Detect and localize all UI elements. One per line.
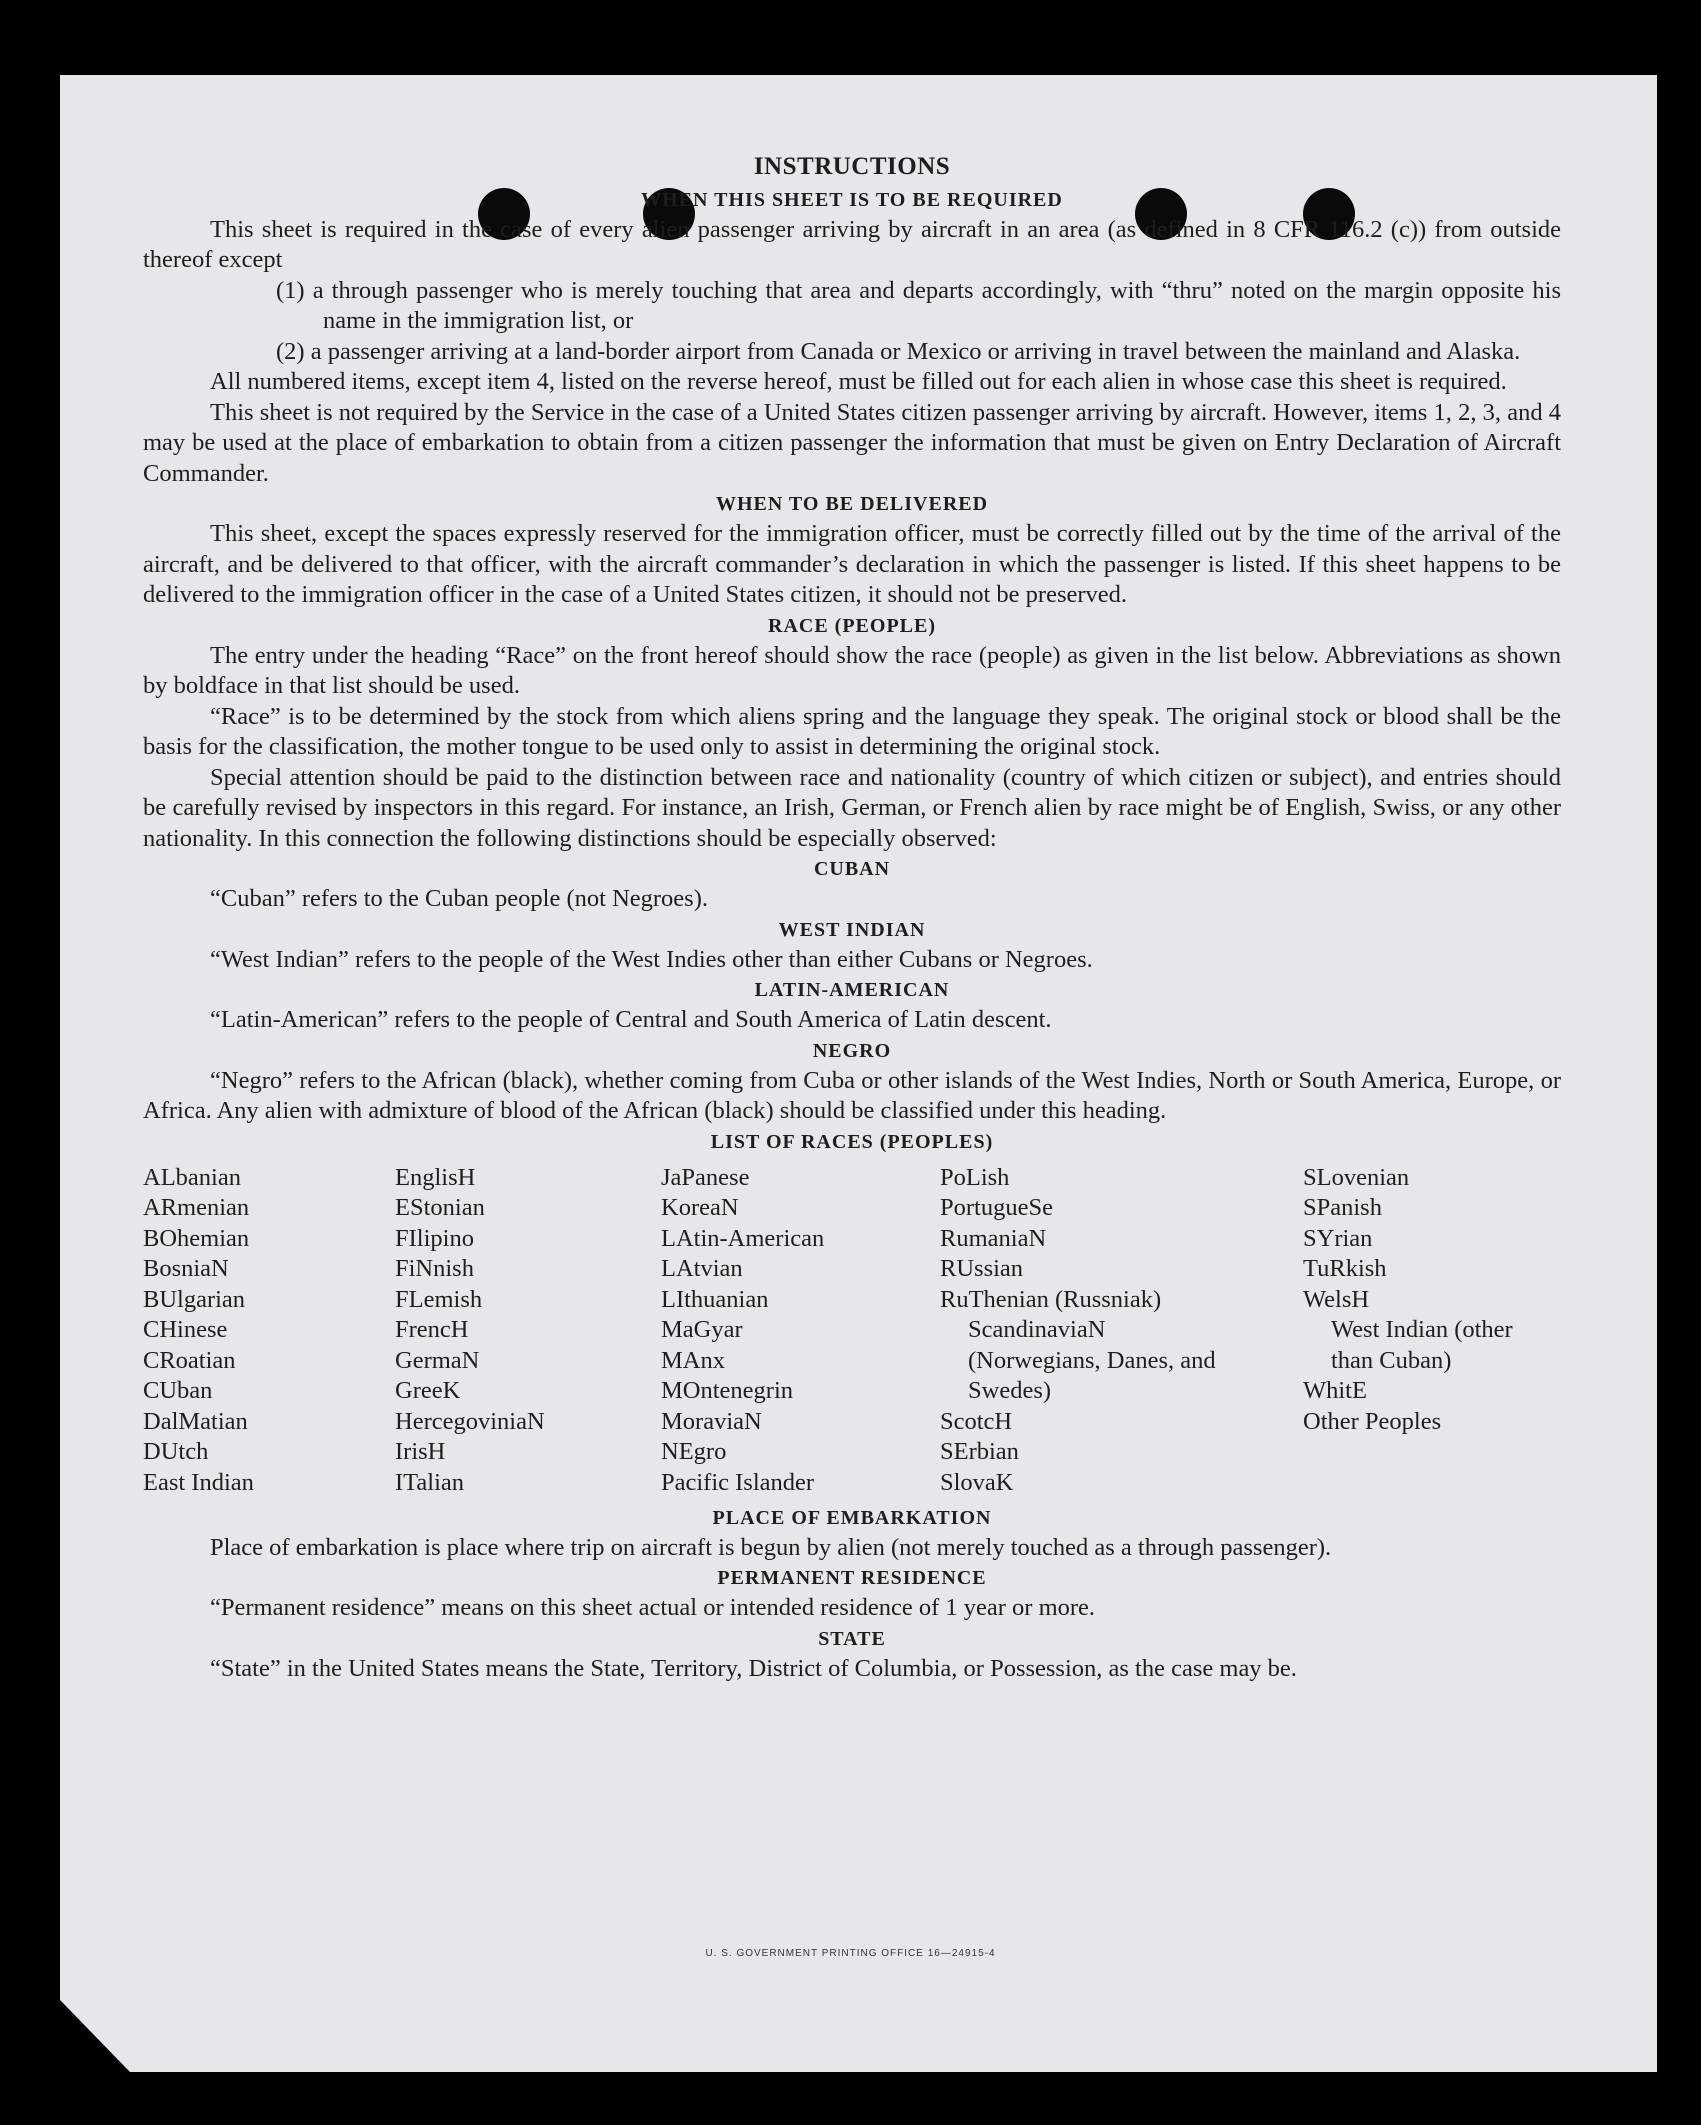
section-heading: LATIN-AMERICAN	[754, 979, 950, 1001]
race-entry: RuThenian (Russniak)	[940, 1285, 1162, 1313]
race-entry: SlovaK	[940, 1468, 1014, 1496]
race-entry: MoraviaN	[661, 1407, 762, 1435]
paragraph: This sheet, except the spaces expressly reserved for the immigration officer, must be correctly filled out by the time of the arrival of the aircraft, and be delivered to that officer, with the aircraft commander’s declaration in which the passenger is listed. If this sheet happens to be delivered to the immigration officer in the case of a United States citizen, it should not be preserved.	[143, 520, 1561, 608]
printer-imprint: U. S. GOVERNMENT PRINTING OFFICE 16—24915-4	[705, 1948, 996, 1959]
race-entry: WelsH	[1303, 1285, 1370, 1313]
race-entry: LIthuanian	[661, 1285, 769, 1313]
race-entry: MaGyar	[661, 1316, 743, 1343]
paragraph: Special attention should be paid to the distinction between race and nationality (country of which citizen or subject), and entries should be carefully revised by inspectors in this regard. For instance, an Irish, German, or French alien by race might be of English, Swiss, or any other nationality. In this connection the following distinctions should be especially observed:	[143, 763, 1561, 852]
races-column-5	[1303, 1163, 1561, 1438]
race-entry: CRoatian	[143, 1346, 236, 1374]
races-column-1	[143, 1163, 383, 1499]
race-entry: MOntenegrin	[661, 1377, 793, 1404]
race-entry: ARmenian	[143, 1194, 250, 1221]
races-list	[143, 1163, 1561, 1503]
section-heading: PERMANENT RESIDENCE	[717, 1567, 987, 1589]
list-item: (2) a passenger arriving at a land-border airport from Canada or Mexico or arriving in travel between the mainland and Alaska.	[276, 337, 1521, 365]
race-entry: CUban	[143, 1377, 213, 1404]
race-entry: FLemish	[395, 1285, 483, 1313]
races-column-2	[395, 1163, 645, 1499]
list-item: (1) a through passenger who is merely touching that area and departs accordingly, with “thru” noted on the margin opposite his name in the immigration list, or	[276, 276, 1561, 334]
race-entry: West Indian (other than Cuban)	[1331, 1316, 1513, 1374]
race-entry: CHinese	[143, 1316, 228, 1343]
race-entry: Other Peoples	[1303, 1407, 1442, 1435]
race-entry: PoLish	[940, 1163, 1010, 1191]
race-entry: Pacific Islander	[661, 1468, 815, 1496]
race-entry: FIlipino	[395, 1224, 474, 1252]
race-entry: BosniaN	[143, 1255, 229, 1282]
paragraph: This sheet is required in the case of every alien passenger arriving by aircraft in an area (as defined in 8 CFR 116.2 (c)) from outside thereof except	[143, 215, 1561, 273]
page-title: INSTRUCTIONS	[753, 153, 951, 180]
race-entry: NEgro	[661, 1438, 727, 1465]
race-entry: BUlgarian	[143, 1285, 246, 1313]
race-entry: SPanish	[1303, 1194, 1382, 1221]
section-heading: CUBAN	[813, 858, 891, 880]
race-entry: ScandinaviaN (Norwegians, Danes, and Swedes)	[968, 1316, 1216, 1404]
race-entry: BOhemian	[143, 1224, 250, 1252]
race-entry: ScotcH	[940, 1407, 1013, 1435]
race-entry: LAtvian	[661, 1255, 743, 1282]
race-entry: ALbanian	[143, 1163, 241, 1191]
race-entry: SYrian	[1303, 1224, 1373, 1252]
races-column-3	[661, 1163, 931, 1499]
race-entry: GreeK	[395, 1377, 461, 1404]
race-entry: SErbian	[940, 1438, 1019, 1465]
instructions-body	[143, 152, 1561, 1684]
race-entry: PortugueSe	[940, 1194, 1053, 1221]
paragraph: “Permanent residence” means on this sheet actual or intended residence of 1 year or more.	[210, 1594, 1096, 1621]
section-heading: LIST OF RACES (PEOPLES)	[710, 1130, 994, 1153]
section-heading: NEGRO	[812, 1039, 892, 1062]
races-column-4	[940, 1163, 1232, 1499]
race-entry: ITalian	[395, 1468, 465, 1496]
paragraph: “Negro” refers to the African (black), whether coming from Cuba or other islands of the West Indies, North or South America, Europe, or Africa. Any alien with admixture of blood of the African (black) should be classified under this heading.	[143, 1066, 1561, 1124]
section-heading: WEST INDIAN	[778, 918, 926, 941]
race-entry: LAtin-American	[661, 1224, 825, 1252]
paragraph: Place of embarkation is place where trip on aircraft is begun by alien (not merely touched as a through passenger).	[210, 1533, 1332, 1561]
section-heading: STATE	[818, 1627, 886, 1650]
paragraph: “Race” is to be determined by the stock from which aliens spring and the language they speak. The original stock or blood shall be the basis for the classification, the mother tongue to be used only to assist in determining the original stock.	[143, 702, 1561, 760]
race-entry: IrisH	[395, 1438, 446, 1465]
race-entry: HercegoviniaN	[395, 1407, 545, 1435]
paragraph: This sheet is not required by the Service in the case of a United States citizen passenger arriving by aircraft. However, items 1, 2, 3, and 4 may be used at the place of embarkation to obtain from a citizen passenger the information that must be given on Entry Declaration of Aircraft Commander.	[143, 398, 1561, 487]
race-entry: FrencH	[395, 1316, 469, 1343]
race-entry: JaPanese	[661, 1163, 750, 1191]
race-entry: DUtch	[143, 1438, 209, 1465]
race-entry: GermaN	[395, 1346, 480, 1374]
race-entry: EnglisH	[395, 1163, 476, 1191]
section-heading: PLACE OF EMBARKATION	[712, 1506, 992, 1529]
section-heading: RACE (PEOPLE)	[768, 614, 936, 637]
race-entry: EStonian	[395, 1194, 485, 1221]
paragraph: “West Indian” refers to the people of the West Indies other than either Cubans or Negroes.	[210, 945, 1093, 973]
race-entry: MAnx	[661, 1346, 725, 1374]
race-entry: WhitE	[1303, 1377, 1367, 1404]
paragraph: “Cuban” refers to the Cuban people (not Negroes).	[210, 885, 708, 912]
paragraph: The entry under the heading “Race” on the front hereof should show the race (people) as given in the list below. Abbreviations as shown by boldface in that list should be used.	[143, 641, 1561, 699]
paragraph: “Latin-American” refers to the people of Central and South America of Latin descent.	[210, 1006, 1052, 1033]
race-entry: KoreaN	[661, 1194, 739, 1221]
race-entry: RUssian	[940, 1255, 1024, 1282]
section-heading: WHEN THIS SHEET IS TO BE REQUIRED	[641, 188, 1063, 211]
race-entry: TuRkish	[1303, 1255, 1387, 1282]
paragraph: All numbered items, except item 4, listed on the reverse hereof, must be filled out for each alien in whose case this sheet is required.	[210, 368, 1507, 395]
section-heading: WHEN TO BE DELIVERED	[715, 493, 989, 515]
paragraph: “State” in the United States means the State, Territory, District of Columbia, or Possession, as the case may be.	[210, 1654, 1297, 1682]
race-entry: East Indian	[143, 1468, 254, 1496]
race-entry: RumaniaN	[940, 1224, 1047, 1252]
race-entry: FiNnish	[395, 1255, 474, 1282]
race-entry: DalMatian	[143, 1407, 248, 1435]
race-entry: SLovenian	[1303, 1163, 1410, 1191]
